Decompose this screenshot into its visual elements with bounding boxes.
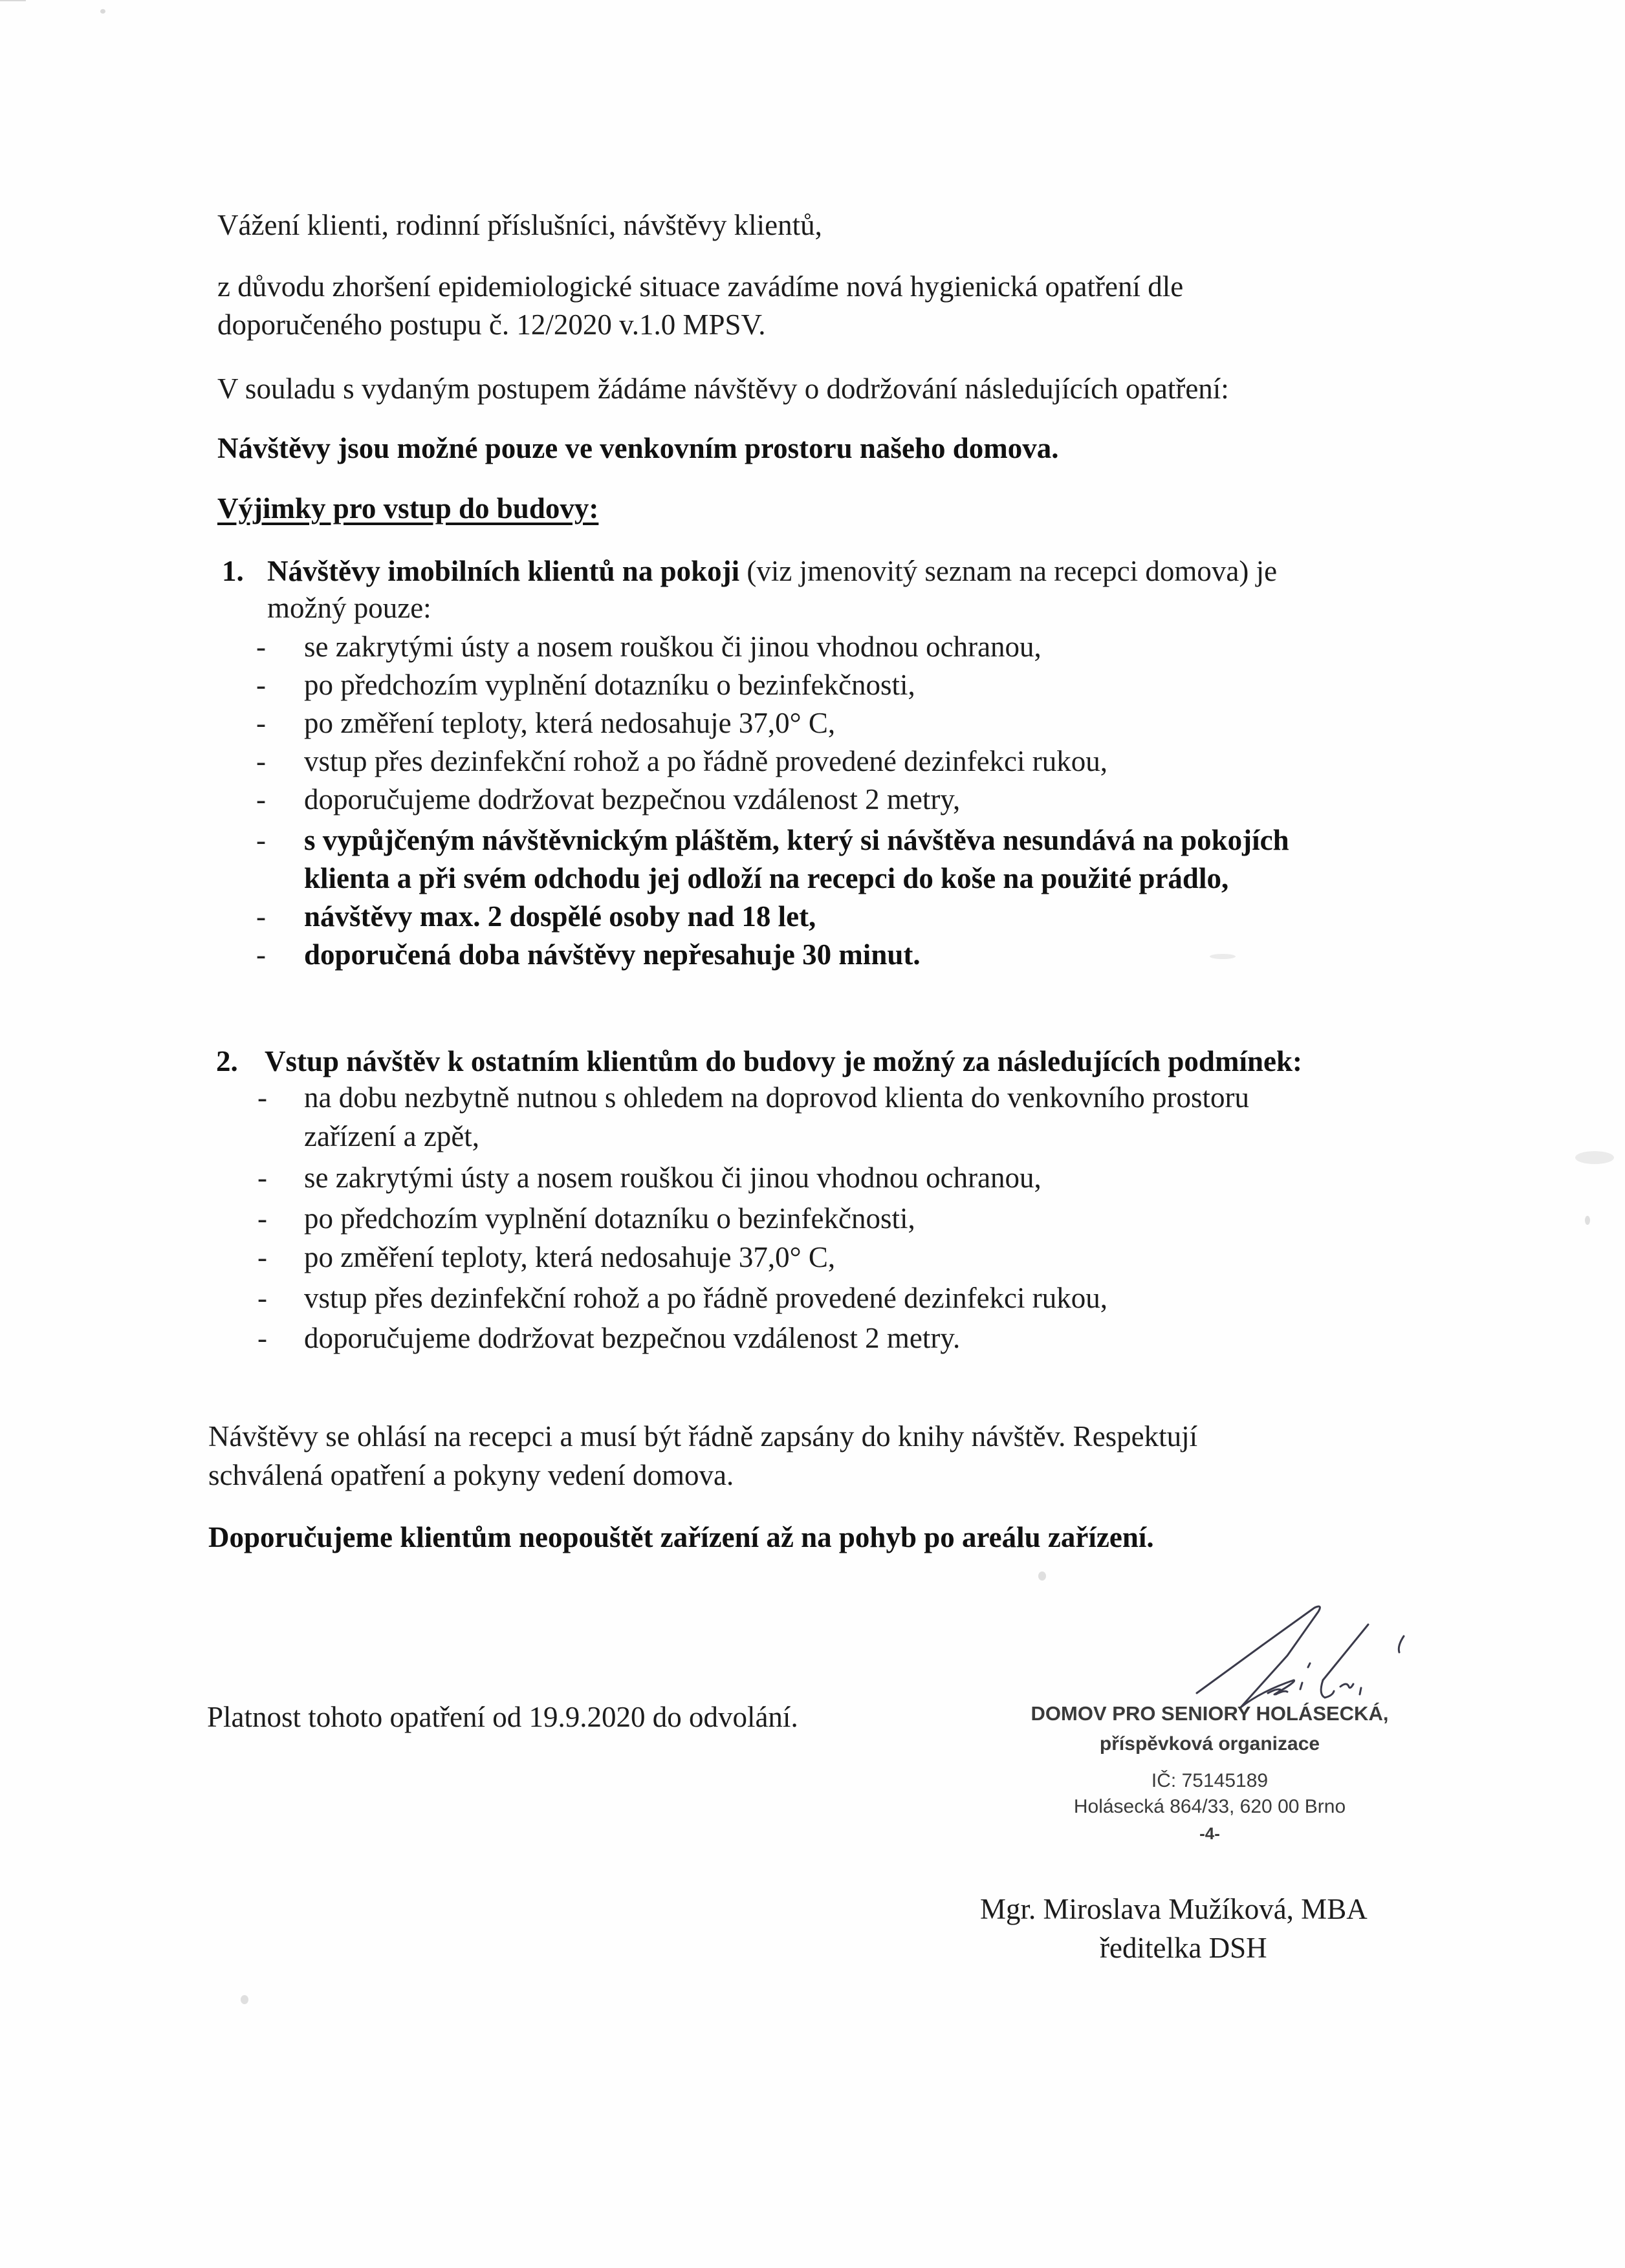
section-1-bold-item: s vypůjčeným návštěvnickým pláštěm, který si návštěva nesundává na pokojích: [304, 824, 1289, 856]
registration-line-1: Návštěvy se ohlásí na recepci a musí být řádně zapsány do knihy návštěv. Respektují: [208, 1420, 1198, 1453]
bullet-dash: -: [256, 745, 266, 777]
section-1-bold-item: návštěvy max. 2 dospělé osoby nad 18 let,: [304, 900, 816, 933]
section-1-item: se zakrytými ústy a nosem rouškou či jinou vhodnou ochranou,: [304, 631, 1042, 663]
scan-speck: [1038, 1571, 1046, 1581]
scan-speck: [241, 1995, 248, 2004]
section-2-item: po předchozím vyplnění dotazníku o bezinfekčnosti,: [304, 1202, 915, 1235]
bullet-dash: -: [256, 669, 266, 701]
request-text: V souladu s vydaným postupem žádáme návštěvy o dodržování následujících opatření:: [217, 373, 1229, 405]
bullet-dash: -: [256, 707, 266, 739]
bullet-dash: -: [257, 1202, 267, 1235]
scan-edge-mark: [0, 0, 26, 1]
bullet-dash: -: [257, 1322, 267, 1354]
signatory-name: Mgr. Miroslava Mužíková, MBA: [980, 1893, 1368, 1925]
section-2-heading: Vstup návštěv k ostatním klientům do budovy je možný za následujících podmínek:: [265, 1045, 1302, 1077]
scan-speck: [1210, 954, 1236, 959]
recommendation: Doporučujeme klientům neopouštět zařízení až na pohyb po areálu zařízení.: [208, 1521, 1154, 1553]
section-1-item: vstup přes dezinfekční rohož a po řádně provedené dezinfekci rukou,: [304, 745, 1108, 777]
stamp-organization-type: příspěvková organizace: [1099, 1733, 1320, 1755]
stamp-organization-name: DOMOV PRO SENIORY HOLÁSECKÁ,: [1031, 1702, 1389, 1725]
bullet-dash: -: [256, 900, 266, 933]
validity-note: Platnost tohoto opatření od 19.9.2020 do odvolání.: [207, 1701, 798, 1733]
bullet-dash: -: [256, 631, 266, 663]
bullet-dash: -: [257, 1282, 267, 1314]
section-1-item: po změření teploty, která nedosahuje 37,0° C,: [304, 707, 836, 739]
stamp-company-id: IČ: 75145189: [1151, 1770, 1269, 1791]
section-1-bold-item-cont: klienta a při svém odchodu jej odloží na recepci do koše na použité prádlo,: [304, 862, 1229, 894]
intro-line-1: z důvodu zhoršení epidemiologické situace zavádíme nová hygienická opatření dle: [217, 270, 1184, 303]
section-1-heading-cont: možný pouze:: [267, 592, 431, 624]
intro-line-2: doporučeného postupu č. 12/2020 v.1.0 MPSV.: [217, 308, 766, 341]
bullet-dash: -: [256, 824, 266, 856]
scan-speck: [100, 9, 105, 14]
section-1-item: doporučujeme dodržovat bezpečnou vzdálenost 2 metry,: [304, 783, 961, 815]
bullet-dash: -: [257, 1161, 267, 1194]
stamp-number: -4-: [1199, 1824, 1220, 1843]
main-rule: Návštěvy jsou možné pouze ve venkovním prostoru našeho domova.: [217, 432, 1059, 464]
section-1-heading: [267, 555, 1277, 587]
bullet-dash: -: [257, 1241, 267, 1273]
scan-speck: [1575, 1151, 1614, 1164]
registration-line-2: schválená opatření a pokyny vedení domova.: [208, 1459, 734, 1491]
salutation: Vážení klienti, rodinní příslušníci, návštěvy klientů,: [217, 209, 822, 241]
bullet-dash: -: [257, 1081, 267, 1114]
section-2-number: 2.: [216, 1045, 238, 1077]
bullet-dash: -: [256, 938, 266, 971]
section-1-number: 1.: [222, 555, 244, 587]
bullet-dash: -: [256, 783, 266, 815]
section-2-item: doporučujeme dodržovat bezpečnou vzdálenost 2 metry.: [304, 1322, 961, 1354]
section-2-item: se zakrytými ústy a nosem rouškou či jinou vhodnou ochranou,: [304, 1161, 1042, 1194]
section-1-heading-rest: (viz jmenovitý seznam na recepci domova) je: [739, 555, 1278, 587]
signatory-title: ředitelka DSH: [1100, 1932, 1267, 1964]
section-2-item: vstup přes dezinfekční rohož a po řádně provedené dezinfekci rukou,: [304, 1282, 1108, 1314]
section-1-item: po předchozím vyplnění dotazníku o bezinfekčnosti,: [304, 669, 915, 701]
section-2-item: na dobu nezbytně nutnou s ohledem na doprovod klienta do venkovního prostoru: [304, 1081, 1249, 1114]
stamp-address: Holásecká 864/33, 620 00 Brno: [1073, 1796, 1346, 1817]
scan-speck: [1585, 1216, 1590, 1225]
exceptions-heading: Výjimky pro vstup do budovy:: [217, 492, 599, 524]
section-2-item: po změření teploty, která nedosahuje 37,0° C,: [304, 1241, 836, 1273]
section-2-item-cont: zařízení a zpět,: [304, 1120, 480, 1152]
section-1-bold-item: doporučená doba návštěvy nepřesahuje 30 minut.: [304, 938, 921, 971]
section-1-heading-bold: Návštěvy imobilních klientů na pokoji: [267, 555, 740, 587]
